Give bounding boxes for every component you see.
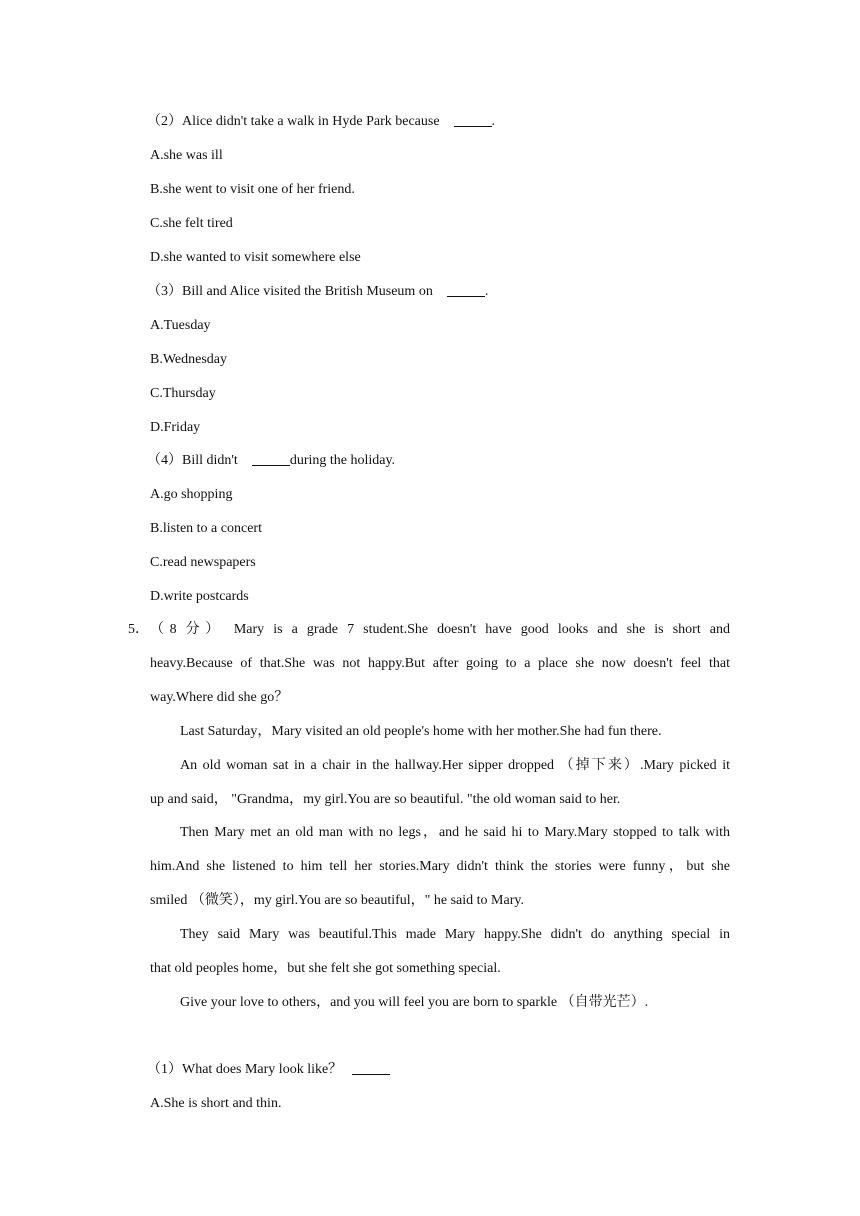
question-5-number: 5． bbox=[128, 622, 149, 637]
question-4-stem bbox=[147, 444, 395, 478]
question-3-option-a: A.Tuesday bbox=[150, 318, 211, 333]
question-5-intro-line-2: heavy.Because of that.She was not happy.But after going to a place she now doesn't feel that bbox=[150, 656, 730, 671]
question-4-option-d: D.write postcards bbox=[150, 589, 249, 604]
answer-blank bbox=[352, 1058, 390, 1075]
answer-blank bbox=[252, 449, 290, 466]
question-3-text: （3）Bill and Alice visited the British Museum on bbox=[147, 284, 433, 299]
question-2-period: . bbox=[491, 114, 496, 129]
question-4-text-after: during the holiday. bbox=[289, 453, 396, 468]
question-4-text-before: （4）Bill didn't bbox=[147, 453, 238, 468]
passage-paragraph-3-line-2: him.And she listened to him tell her stories.Mary didn't think the stories were funny，but she bbox=[150, 859, 730, 874]
passage-paragraph-3-line-3: smiled （微笑），my girl.You are so beautiful，" he said to Mary. bbox=[150, 893, 524, 908]
question-2-option-a: A.she was ill bbox=[150, 148, 223, 163]
question-3-option-d: D.Friday bbox=[150, 420, 201, 435]
question-5-intro-line-3: way.Where did she go？ bbox=[150, 690, 289, 705]
passage-paragraph-4-line-1: They said Mary was beautiful.This made Mary happy.She didn't do anything special in bbox=[180, 927, 730, 942]
question-3-option-b: B.Wednesday bbox=[150, 352, 228, 367]
question-5-sub-1-text: （1）What does Mary look like？ bbox=[147, 1062, 343, 1077]
question-2-option-d: D.she wanted to visit somewhere else bbox=[150, 250, 361, 265]
passage-paragraph-2-line-2: up and said， "Grandma，my girl.You are so beautiful. "the old woman said to her. bbox=[150, 792, 621, 807]
answer-blank bbox=[447, 280, 485, 297]
question-4-option-b: B.listen to a concert bbox=[150, 521, 262, 536]
answer-blank bbox=[454, 110, 492, 127]
question-3-option-c: C.Thursday bbox=[150, 386, 216, 401]
question-2-option-c: C.she felt tired bbox=[150, 216, 233, 231]
question-2-option-b: B.she went to visit one of her friend. bbox=[150, 182, 355, 197]
question-5-sub-1-stem bbox=[147, 1053, 390, 1087]
question-5-intro-line-1: （8 分） Mary is a grade 7 student.She doesn't have good looks and she is short and bbox=[150, 622, 730, 637]
question-5-sub-1-option-a: A.She is short and thin. bbox=[150, 1096, 282, 1111]
question-4-option-a: A.go shopping bbox=[150, 487, 233, 502]
question-4-option-c: C.read newspapers bbox=[150, 555, 256, 570]
passage-paragraph-3-line-1: Then Mary met an old man with no legs，and he said hi to Mary.Mary stopped to talk with bbox=[180, 825, 730, 840]
passage-paragraph-4-line-2: that old peoples home，but she felt she got something special. bbox=[150, 961, 501, 976]
question-3-stem bbox=[147, 275, 488, 309]
question-2-text: （2）Alice didn't take a walk in Hyde Park because bbox=[147, 114, 440, 129]
passage-paragraph-5: Give your love to others，and you will feel you are born to sparkle （自带光芒）. bbox=[180, 995, 649, 1010]
question-2-stem bbox=[147, 105, 495, 139]
question-3-period: . bbox=[484, 284, 489, 299]
passage-paragraph-1: Last Saturday，Mary visited an old people's home with her mother.She had fun there. bbox=[180, 724, 662, 739]
passage-paragraph-2-line-1: An old woman sat in a chair in the hallway.Her sipper dropped （掉下来）.Mary picked it bbox=[180, 758, 730, 773]
